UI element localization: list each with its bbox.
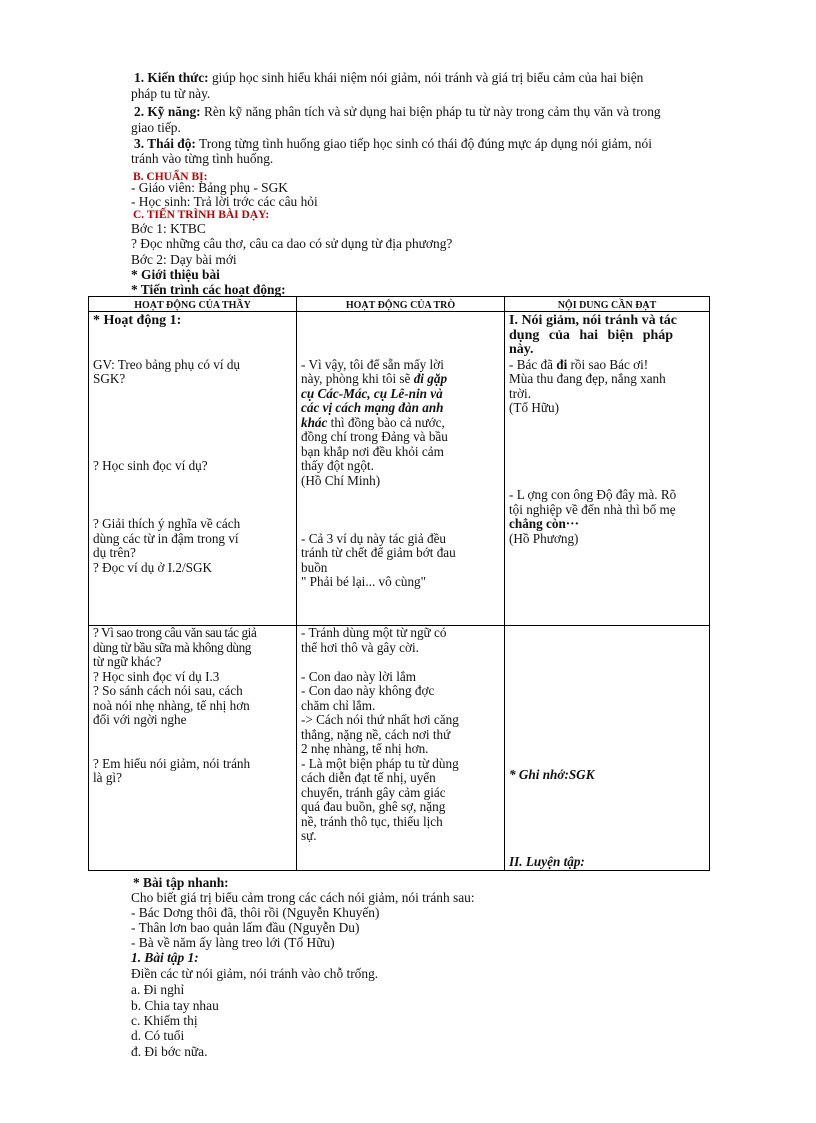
student-s3: - Con dao này lời lắm	[301, 668, 417, 684]
spacer	[301, 314, 500, 343]
preparation-teacher: - Giáo viên: Bảng phụ - SGK	[131, 180, 288, 195]
student-s10: cách diễn đạt tế nhị, uyển	[301, 770, 436, 785]
spacer	[93, 728, 292, 757]
attitude-label: 3. Thái độ:	[134, 136, 196, 151]
content-poem-1a: - Bác đã	[509, 356, 557, 372]
spacer	[93, 445, 292, 460]
student-s5: chăm chỉ lắm.	[301, 697, 376, 713]
student-s13: nề, tránh thô tục, thiếu lịch	[301, 813, 443, 829]
content-poem-2: Mùa thu đang đẹp, nắng xanh	[509, 371, 666, 386]
quick-exercise-item-3: - Bà về năm ấy làng treo lới (Tố Hữu)	[131, 935, 335, 950]
teacher-t4: ? Học sinh đọc ví dụ I.3	[93, 668, 220, 684]
attitude-text: Trong từng tình huống giao tiếp học sinh có thái độ đúng mực áp dụng nói giảm, nói	[195, 136, 652, 151]
procedure-step2: Bớc 2: Dạy bài mới	[131, 252, 237, 267]
teacher-q2: ? Học sinh đọc ví dụ?	[93, 458, 208, 473]
preparation-student: - Học sinh: Trả lời trớc các câu hỏi	[131, 194, 318, 209]
content-prose-2: tội nghiệp về đến nhà thì bố mẹ	[509, 501, 676, 517]
student-s4: - Con dao này không đợc	[301, 683, 435, 698]
quick-exercise-item-1: - Bác Dơng thôi đã, thôi rồi (Nguyễn Khuyến)	[131, 905, 380, 920]
procedure-heading: C. TIẾN TRÌNH BÀI DẠY:	[133, 209, 270, 221]
teacher-t1: ? Vì sao trong câu văn sau tác giả	[93, 625, 257, 640]
exercise1-item-a: a. Đi nghỉ	[131, 982, 185, 997]
spacer	[93, 329, 292, 358]
student-quote-5a: thì đồng bào cả nước,	[327, 414, 445, 430]
spacer	[301, 343, 500, 358]
exercise1-item-d: d. Có tuổi	[131, 1028, 185, 1043]
student-s2: thể hơi thô và gây cời.	[301, 639, 419, 655]
quick-exercise-item-2: - Thân lơn bao quản lấm đầu (Nguyễn Du)	[131, 920, 360, 935]
teacher-t9: là gì?	[93, 770, 122, 785]
table-row	[89, 626, 710, 871]
header-content: NỘI DUNG CẦN ĐẠT	[505, 297, 710, 312]
teacher-t7: đối với ngời nghe	[93, 712, 187, 727]
exercise1-prompt: Điền các từ nói giảm, nói tránh vào chỗ trống.	[131, 966, 379, 981]
student-quote-5	[301, 416, 500, 431]
teacher-q3c: dụ trên?	[93, 545, 136, 560]
content-poem-1b: đi	[556, 356, 568, 372]
skill-label: 2. Kỹ năng:	[134, 104, 201, 119]
activity-title: * Hoạt động 1:	[93, 313, 182, 328]
quick-exercise-heading: * Bài tập nhanh:	[133, 875, 229, 890]
spacer	[301, 517, 500, 532]
spacer	[509, 474, 705, 489]
student-s14: sự.	[301, 828, 317, 843]
student-s6: -> Cách nói thứ nhất hơi căng	[301, 712, 459, 727]
student-answer-4: " Phải bé lại... vô cùng"	[301, 574, 427, 589]
content-practice: II. Luyện tập:	[509, 854, 585, 869]
student-s9: - Là một biện pháp tu từ dùng	[301, 755, 459, 771]
teacher-q3a: ? Giải thích ý nghĩa về cách	[93, 516, 241, 531]
content-poem-1c: rồi sao Bác ơi!	[567, 356, 649, 372]
spacer	[301, 488, 500, 517]
teacher-t6: noà nói nhẹ nhàng, tế nhị hơn	[93, 697, 250, 713]
skill-text: Rèn kỹ năng phân tích và sử dụng hai biện pháp tu từ này trong cảm thụ văn và trong	[200, 104, 661, 119]
spacer	[93, 474, 292, 503]
student-answer-2: tránh từ chết để giảm bớt đau	[301, 545, 456, 560]
content-poem-3: trời.	[509, 385, 531, 401]
exercise1-item-c: c. Khiếm thị	[131, 1013, 198, 1028]
spacer	[509, 416, 705, 445]
attitude-line	[134, 136, 652, 151]
header-student: HOẠT ĐỘNG CỦA TRÒ	[297, 297, 505, 312]
student-quote-7: bạn khắp nơi đều khỏi cảm	[301, 443, 444, 459]
content-cell	[505, 312, 710, 626]
preparation-heading: B. CHUẨN BỊ:	[133, 171, 208, 183]
knowledge-label: 1. Kiến thức:	[134, 70, 209, 85]
teacher-t8: ? Em hiểu nói giảm, nói tránh	[93, 755, 251, 771]
procedure-activities: * Tiến trình các hoạt động:	[131, 282, 286, 297]
spacer	[301, 655, 500, 670]
teacher-cell	[89, 312, 297, 626]
procedure-step1: Bớc 1: KTBC	[131, 221, 206, 236]
student-quote-2a: này, phòng khi tôi sẽ	[301, 371, 414, 386]
content-title-2: dụng của hai biện pháp	[509, 327, 674, 343]
content-title-1: I. Nói giảm, nói tránh và tác	[509, 313, 677, 328]
spacer	[93, 416, 292, 445]
teacher-cell	[89, 626, 297, 871]
student-s12: quá đau buồn, ghê sợ, nặng	[301, 799, 446, 814]
attitude-text-cont: tránh vào từng tình huống.	[131, 151, 274, 166]
teacher-t2: dùng từ bầu sữa mà không dùng	[93, 639, 251, 655]
student-quote-1: - Vì vậy, tôi để sẵn mấy lời	[301, 356, 444, 372]
procedure-intro: * Giới thiệu bài	[131, 267, 220, 282]
spacer	[509, 445, 705, 474]
student-quote-5b: khác	[301, 414, 328, 430]
content-prose-1: - L ợng con ông Độ đây mà. Rõ	[509, 487, 677, 502]
content-note: * Ghi nhớ:SGK	[509, 767, 595, 782]
content-prose-3: chẳng còn···	[509, 516, 579, 531]
header-teacher: HOẠT ĐỘNG CỦA THẦY	[89, 297, 297, 312]
lesson-table	[88, 296, 710, 871]
student-cell	[297, 312, 505, 626]
spacer	[93, 503, 292, 518]
content-title-3: này.	[509, 342, 534, 357]
exercise1-item-b: b. Chia tay nhau	[131, 998, 219, 1013]
table-row	[89, 312, 710, 626]
skill-line	[134, 104, 661, 119]
content-poem-4: (Tố Hữu)	[509, 400, 559, 415]
content-poem-1	[509, 358, 705, 373]
procedure-question: ? Đọc những câu thơ, câu ca dao có sử dụng từ địa phương?	[131, 236, 453, 251]
student-quote-9: (Hồ Chí Minh)	[301, 472, 381, 488]
student-s8: 2 nhẹ nhàng, tế nhị hơn.	[301, 741, 429, 756]
content-cell	[505, 626, 710, 871]
student-quote-3: cụ Các-Mác, cụ Lê-nin và	[301, 385, 443, 401]
student-s1: - Tránh dùng một từ ngữ có	[301, 625, 447, 640]
student-s7: thẳng, nặng nề, cách nơi thứ	[301, 726, 451, 742]
exercise1-heading: 1. Bài tập 1:	[131, 950, 199, 965]
knowledge-text: giúp học sinh hiểu khái niệm nói giảm, nói tránh và giá trị biểu cảm của hai biện	[208, 70, 644, 85]
teacher-q1a: GV: Treo bảng phụ có ví dụ	[93, 356, 241, 372]
knowledge-line	[134, 70, 643, 85]
content-prose-4: (Hồ Phương)	[509, 530, 579, 546]
student-cell	[297, 626, 505, 871]
student-answer-3: buồn	[301, 559, 328, 575]
teacher-t3: từ ngữ khác?	[93, 654, 162, 669]
student-quote-6: đồng chí trong Đảng và bầu	[301, 429, 448, 444]
spacer	[93, 387, 292, 416]
teacher-t5: ? So sánh cách nói sau, cách	[93, 683, 243, 698]
table-header-row	[89, 297, 710, 312]
teacher-q4: ? Đọc ví dụ ở I.2/SGK	[93, 559, 213, 575]
student-quote-2	[301, 372, 500, 387]
skill-text-cont: giao tiếp.	[131, 120, 181, 135]
quick-exercise-prompt: Cho biết giá trị biểu cảm trong các cách nói giảm, nói tránh sau:	[131, 890, 475, 905]
exercise1-item-e: đ. Đi bớc nữa.	[131, 1044, 208, 1059]
knowledge-text-cont: pháp tu từ này.	[131, 86, 211, 101]
teacher-q3b: dùng các từ in đậm trong ví	[93, 530, 239, 546]
student-quote-8: thấy đột ngột.	[301, 458, 374, 473]
teacher-q1b: SGK?	[93, 371, 126, 386]
student-quote-2b: đi gặp	[413, 371, 448, 386]
student-answer-1: - Cả 3 ví dụ này tác giả đều	[301, 530, 447, 546]
student-quote-4: các vị cách mạng đàn anh	[301, 400, 444, 415]
student-s11: chuyển, tránh gây cảm giác	[301, 784, 446, 800]
